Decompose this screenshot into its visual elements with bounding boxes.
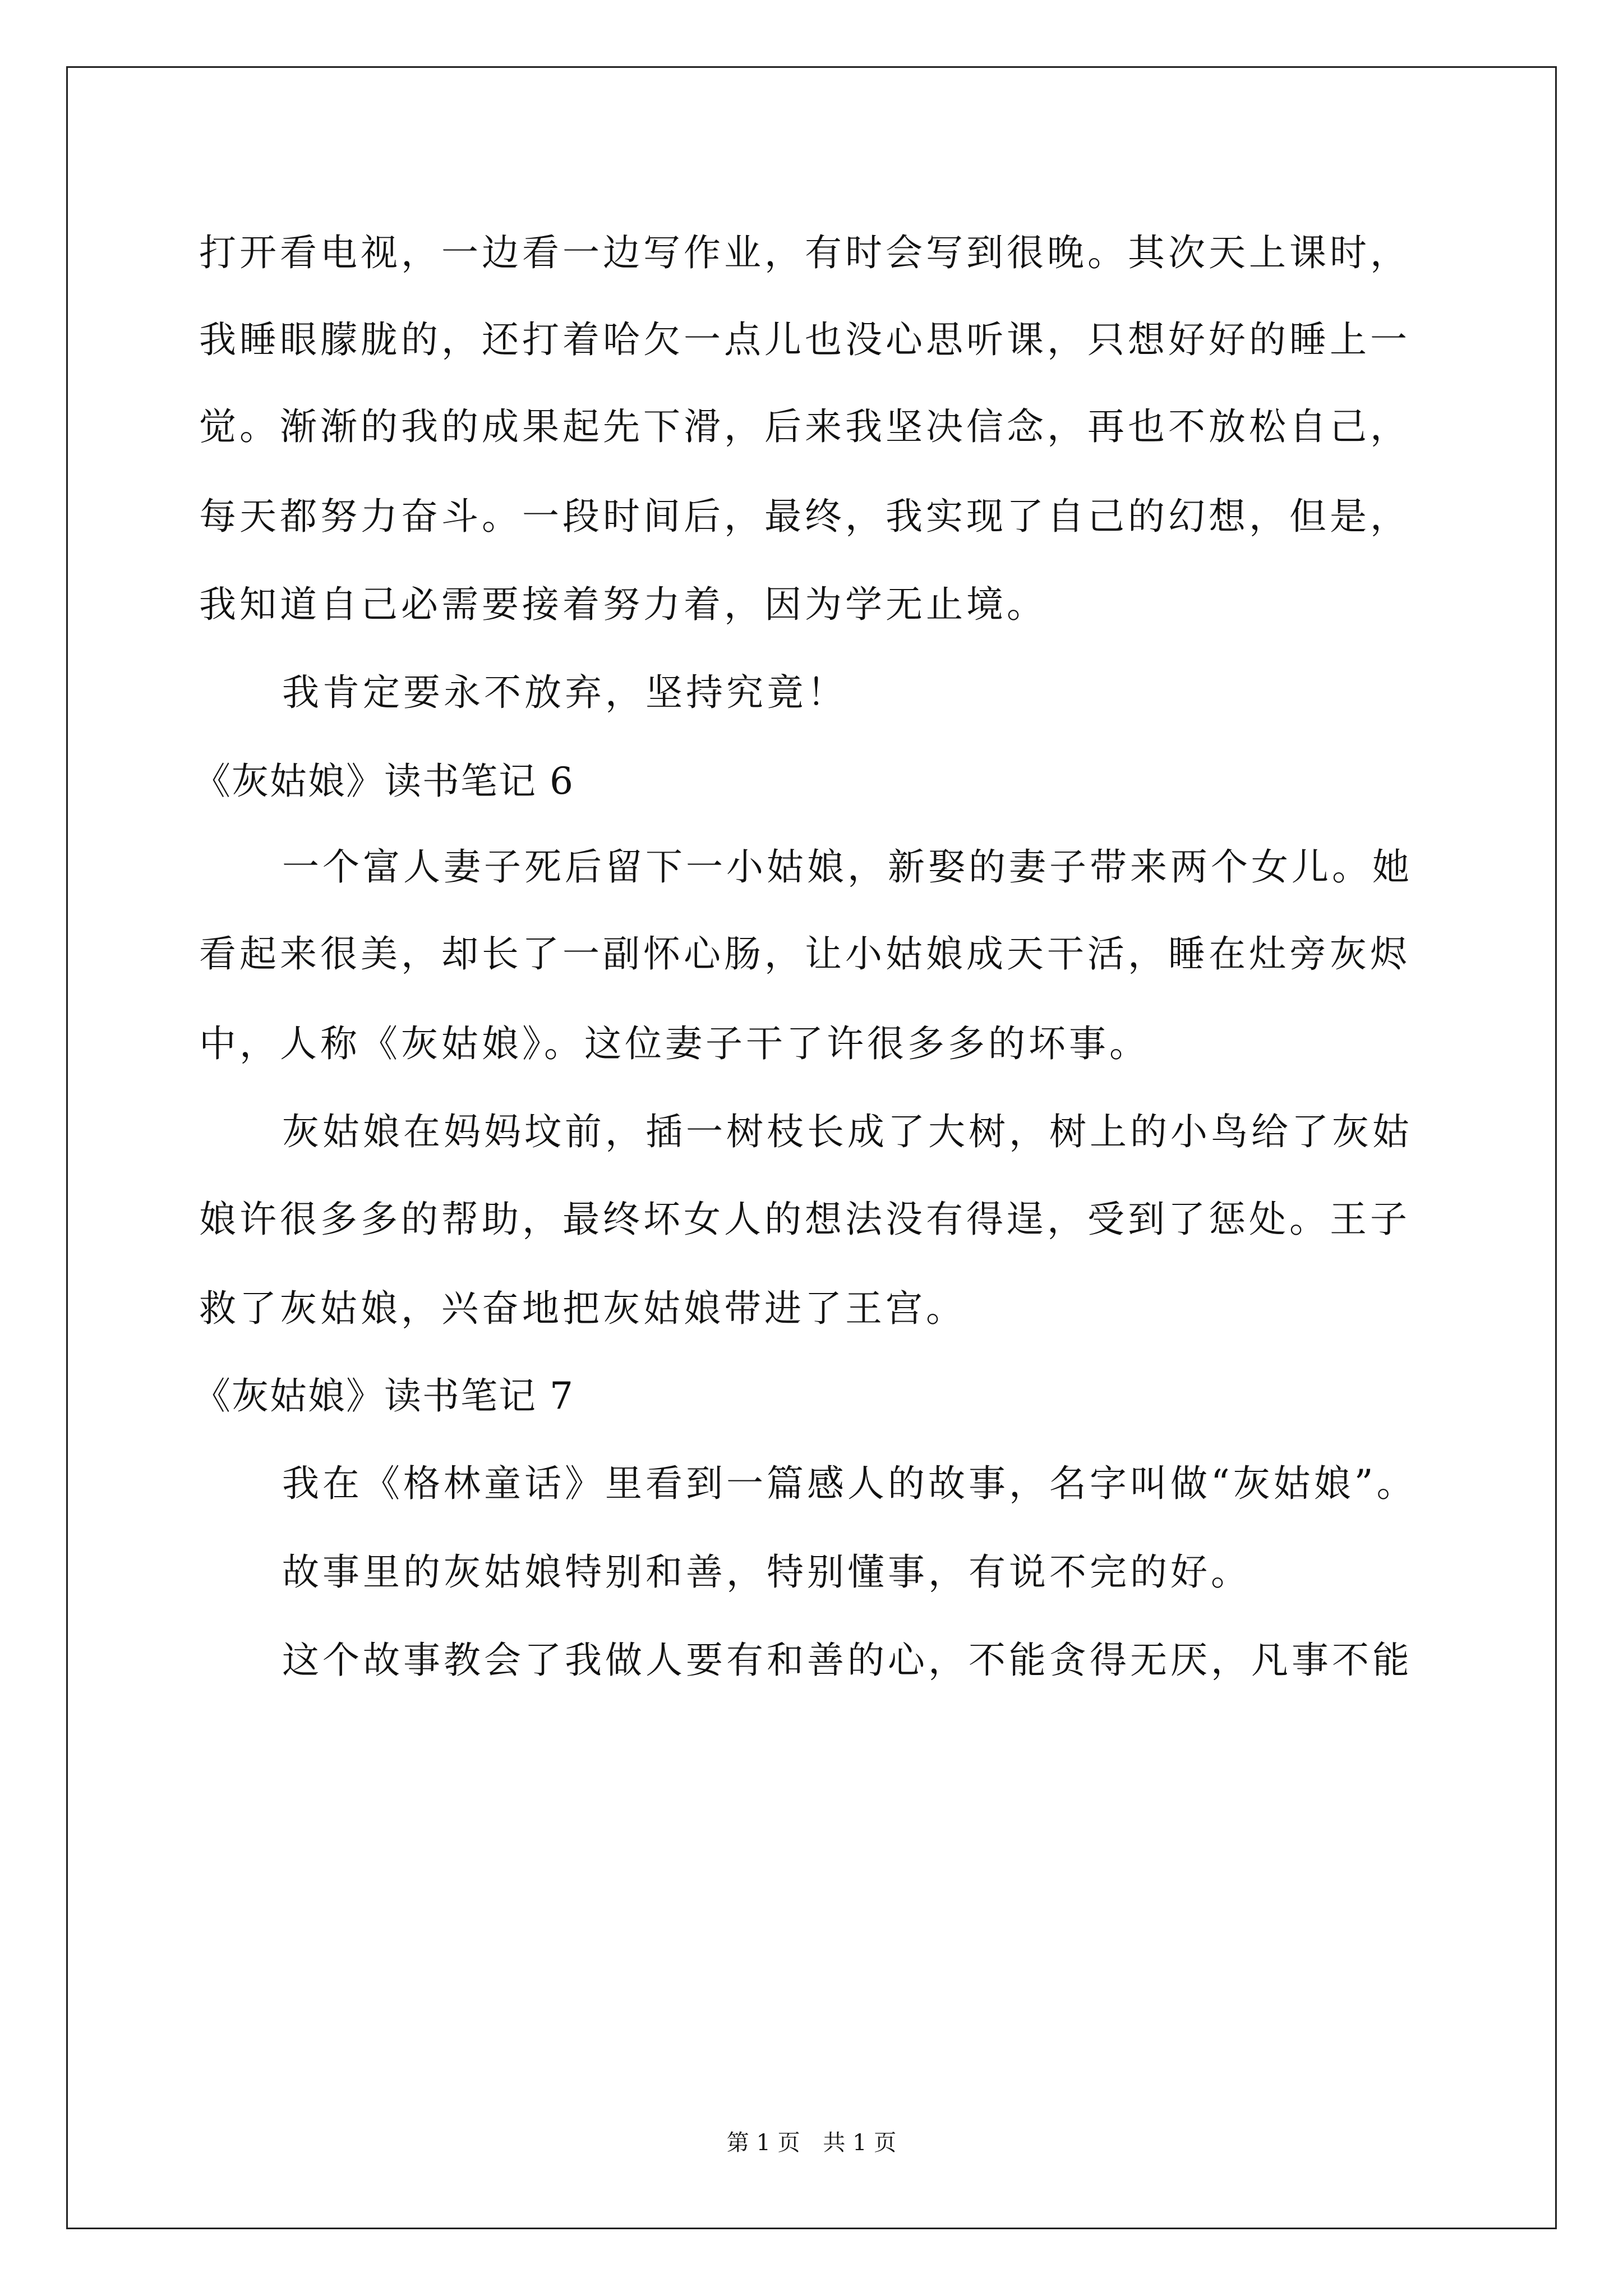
paragraph-line: 打开看电视，一边看一边写作业，有时会写到很晚。其次天上课时，: [199, 231, 1410, 274]
paragraph-line: 看起来很美，却长了一副怀心肠，让小姑娘成天干活，睡在灶旁灰烬: [199, 932, 1410, 976]
paragraph-line: 救了灰姑娘，兴奋地把灰姑娘带进了王宫。: [199, 1287, 966, 1330]
paragraph-line: 这个故事教会了我做人要有和善的心，不能贪得无厌，凡事不能: [282, 1639, 1413, 1682]
page-total: 共 1 页: [823, 2130, 897, 2156]
paragraph-line: 我在《格林童话》里看到一篇感人的故事，名字叫做“灰姑娘”。: [282, 1462, 1417, 1505]
paragraph-line: 每天都努力奋斗。一段时间后，最终，我实现了自己的幻想，但是，: [199, 495, 1410, 538]
paragraph-line: 一个富人妻子死后留下一小姑娘，新娶的妻子带来两个女儿。她: [282, 845, 1413, 889]
paragraph-line: 故事里的灰姑娘特别和善，特别懂事，有说不完的好。: [282, 1550, 1251, 1594]
paragraph-line: 觉。渐渐的我的成果起先下滑，后来我坚决信念，再也不放松自己，: [199, 405, 1410, 448]
paragraph-line: 我知道自己必需要接着努力着，因为学无止境。: [199, 583, 1047, 626]
section-heading: 《灰姑娘》读书笔记 7: [193, 1374, 574, 1418]
paragraph-line: 我肯定要永不放弃，坚持究竟！: [282, 671, 847, 714]
page-footer: [0, 2132, 1623, 2154]
paragraph-line: 我睡眼朦胧的，还打着哈欠一点儿也没心思听课，只想好好的睡上一: [199, 318, 1410, 361]
paragraph-line: 灰姑娘在妈妈坟前，插一树枝长成了大树，树上的小鸟给了灰姑: [282, 1110, 1413, 1153]
paragraph-line: 中，人称《灰姑娘》。这位妻子干了许很多多的坏事。: [199, 1022, 1150, 1065]
page-number: 第 1 页: [726, 2130, 800, 2156]
paragraph-line: 娘许很多多的帮助，最终坏女人的想法没有得逞，受到了惩处。王子: [199, 1198, 1410, 1241]
section-heading: 《灰姑娘》读书笔记 6: [193, 760, 574, 803]
